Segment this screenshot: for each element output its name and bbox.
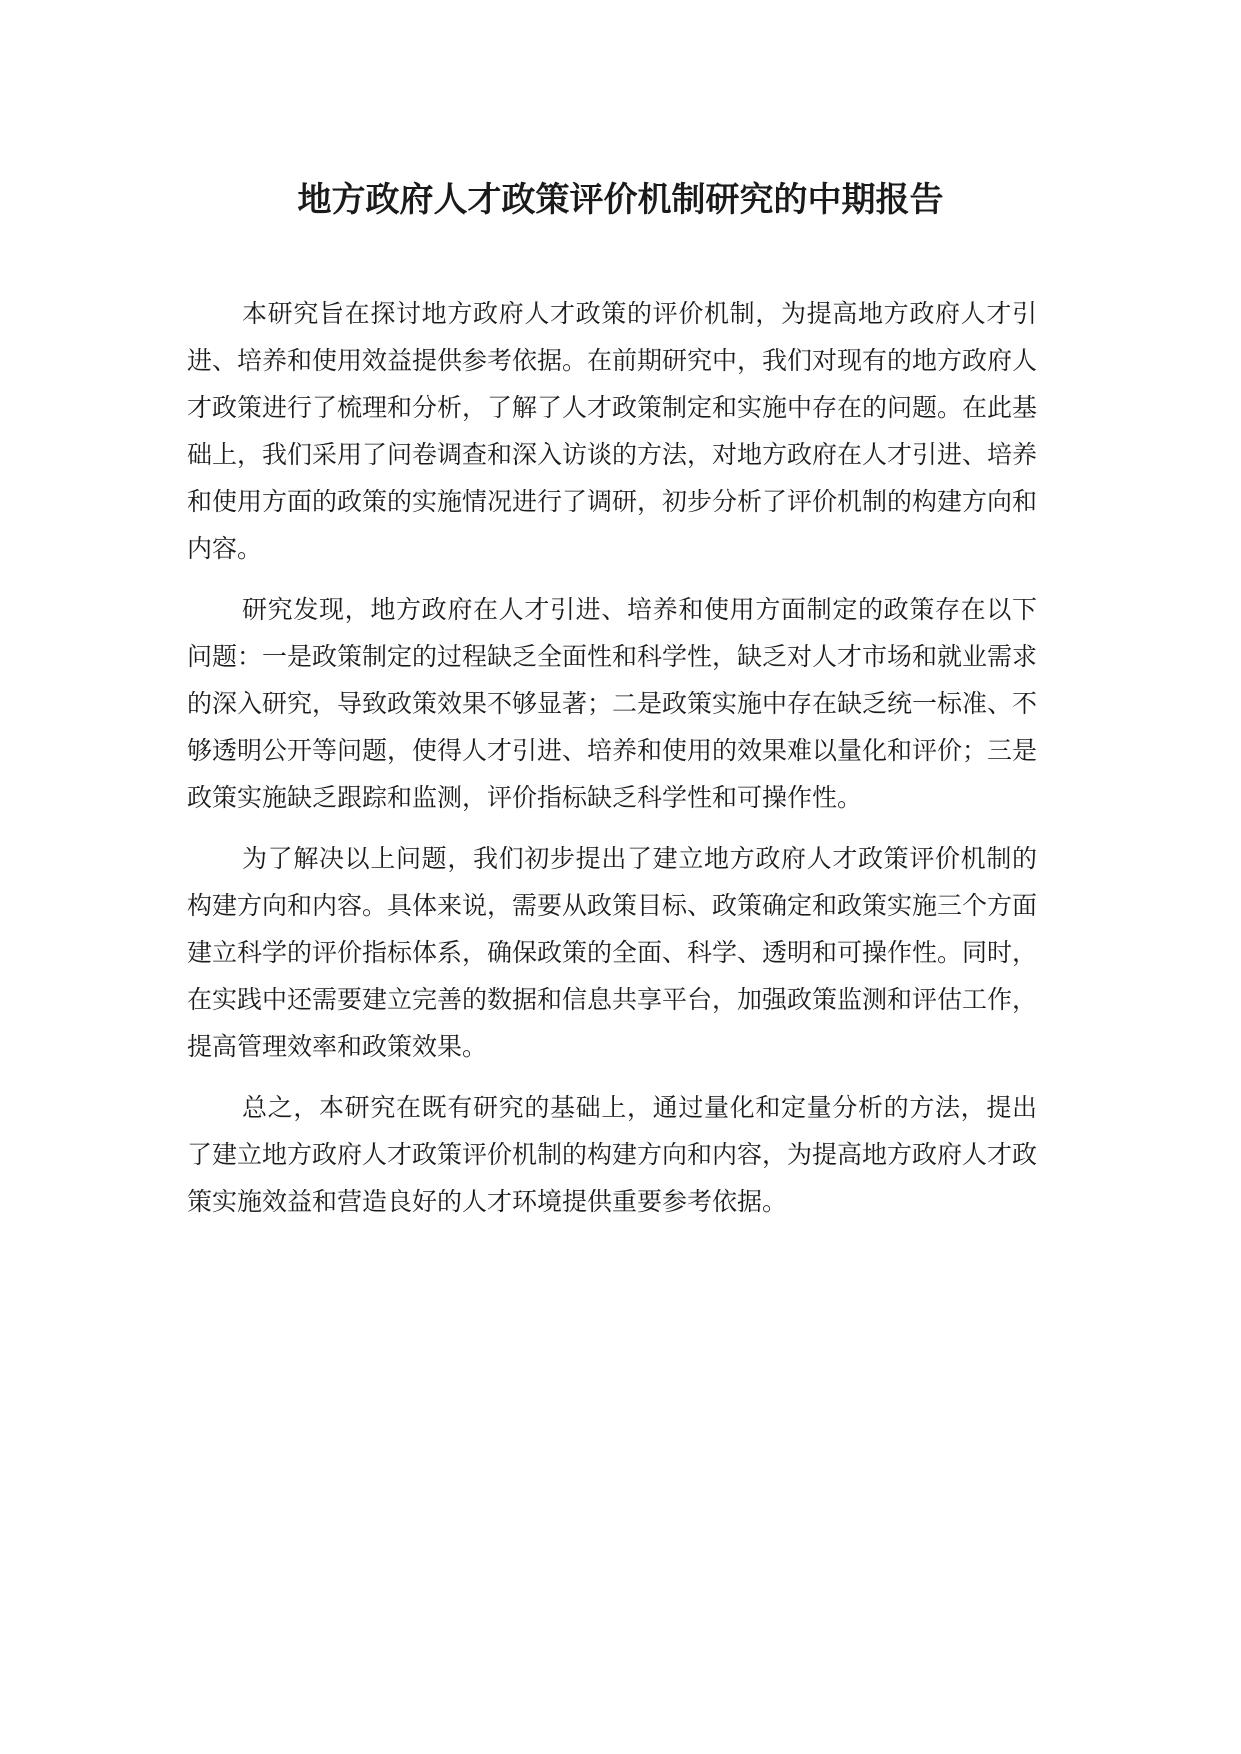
paragraph-2: 研究发现，地方政府在人才引进、培养和使用方面制定的政策存在以下问题：一是政策制定的过程缺乏全面性和科学性，缺乏对人才市场和就业需求的深入研究，导致政策效果不够显著；二是政策实施中存在缺乏统一标准、不够透明公开等问题，使得人才引进、培养和使用的效果难以量化和评价；三是政策实施缺乏跟踪和监测，评价指标缺乏科学性和可操作性。	[187, 595, 1038, 812]
paragraph-3: 为了解决以上问题，我们初步提出了建立地方政府人才政策评价机制的构建方向和内容。具体来说，需要从政策目标、政策确定和政策实施三个方面建立科学的评价指标体系，确保政策的全面、科学、透明和可操作性。同时，在实践中还需要建立完善的数据和信息共享平台，加强政策监测和评估工作，提高管理效率和政策效果。	[187, 844, 1038, 1061]
paragraph-1: 本研究旨在探讨地方政府人才政策的评价机制，为提高地方政府人才引进、培养和使用效益提供参考依据。在前期研究中，我们对现有的地方政府人才政策进行了梳理和分析，了解了人才政策制定和实施中存在的问题。在此基础上，我们采用了问卷调查和深入访谈的方法，对地方政府在人才引进、培养和使用方面的政策的实施情况进行了调研，初步分析了评价机制的构建方向和内容。	[187, 299, 1038, 563]
document-title: 地方政府人才政策评价机制研究的中期报告	[297, 180, 944, 220]
paragraph-4: 总之，本研究在既有研究的基础上，通过量化和定量分析的方法，提出了建立地方政府人才政策评价机制的构建方向和内容，为提高地方政府人才政策实施效益和营造良好的人才环境提供重要参考依据。	[187, 1093, 1038, 1216]
document-body	[187, 290, 1037, 1239]
